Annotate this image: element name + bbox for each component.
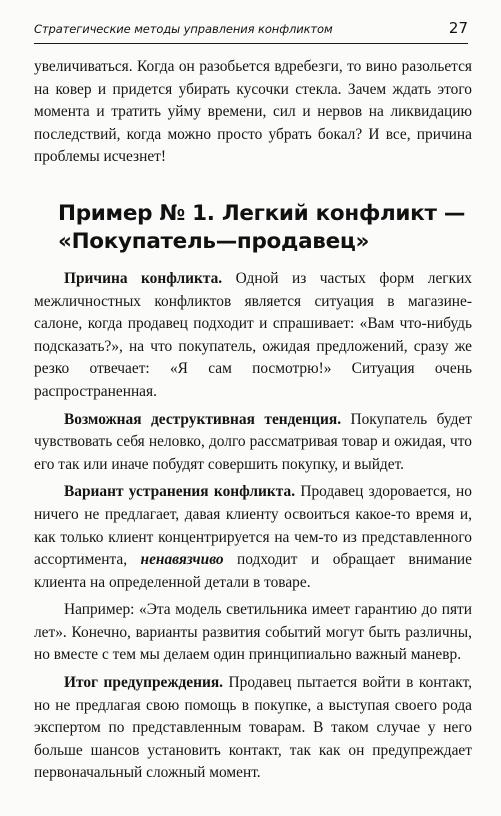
result-text: Продавец пытается войти в контакт, но не предлагая свою помощь в покупке, а выступая своего рода экспертом по представленным товарам. В таком случае у него больше шансов установить контакт, так как он предупреждает первоначальный сложный момент. xyxy=(34,674,472,782)
section-heading-line-2: «Покупатель—продавец» xyxy=(58,228,370,254)
page-header xyxy=(34,14,468,44)
paragraph-cause xyxy=(34,268,472,404)
running-title: Стратегические методы управления конфликтом xyxy=(34,22,333,36)
page-body xyxy=(34,56,472,785)
paragraph-result xyxy=(34,672,472,785)
paragraph-tendency xyxy=(34,409,472,477)
resolution-text-before: Продавец здоровается, но ничего не предлагает, давая клиенту освоиться какое-то время и, как только клиент концентрируется на чем-то из представленного ассортимента, xyxy=(34,483,472,569)
cause-text: Одной из частых форм легких межличностных конфликтов является ситуация в магазине-салоне, когда продавец подходит и спрашивает: «Вам что-нибудь подсказать?», на что покупатель, ожидая предложений, сразу же резко отвечает: «Я сам посмотрю!» Ситуация очень распространенная. xyxy=(34,269,472,400)
resolution-lead: Вариант устранения конфликта. xyxy=(64,483,296,501)
tendency-text: Покупатель будет чувствовать себя неловко, долго рассматривая товар и ожидая, что его так или иначе побудят совершить покупку, и выйдет. xyxy=(34,410,472,473)
resolution-emphasis: ненавязчиво xyxy=(140,551,224,569)
paragraph-resolution xyxy=(34,481,472,594)
paragraph-example: Например: «Эта модель светильника имеет гарантию до пяти лет». Конечно, варианты развития событий могут быть различны, но вместе с тем мы делаем один принципиально важный маневр. xyxy=(34,601,472,664)
section-heading xyxy=(58,200,472,256)
section-heading-line-1: Пример № 1. Легкий конфликт — xyxy=(58,200,466,226)
resolution-text-after: подходит и обращает внимание клиента на определенной детали в товаре. xyxy=(34,551,472,591)
intro-paragraph: увеличиваться. Когда он разобьется вдребезги, то вино разольется на ковер и придется убирать кусочки стекла. Зачем ждать этого момента и тратить уйму времени, сил и нервов на ликвидацию последствий, когда можно просто убрать бокал? И все, причина проблемы исчезнет! xyxy=(34,58,472,166)
cause-lead: Причина конфликта. xyxy=(64,269,223,287)
result-lead: Итог предупреждения. xyxy=(64,674,224,692)
tendency-lead: Возможная деструктивная тенденция. xyxy=(64,410,342,428)
page-number: 27 xyxy=(448,19,468,37)
